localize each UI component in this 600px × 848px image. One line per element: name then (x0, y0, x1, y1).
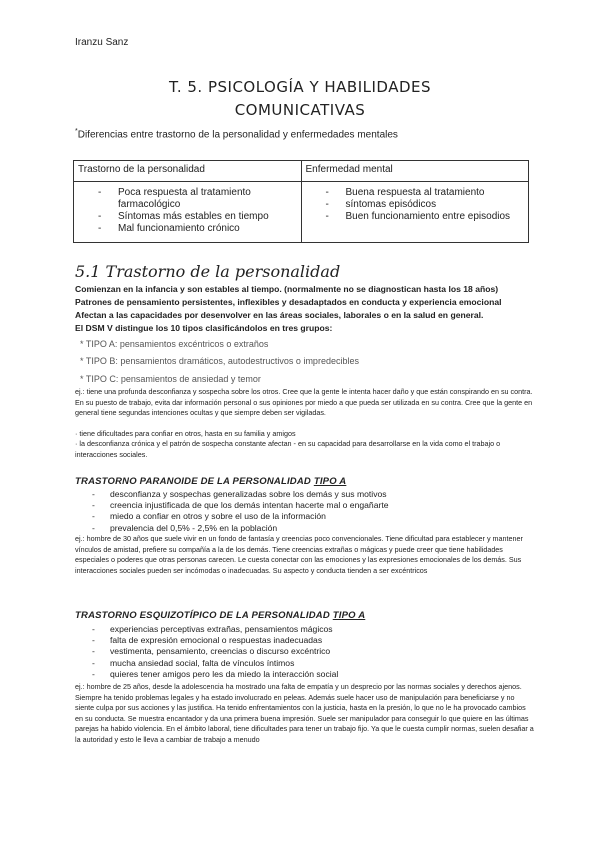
intro-line: Comienzan en la infancia y son estables al tiempo. (normalmente no se diagnostican hasta los 18 años) (75, 284, 499, 294)
subtitle (75, 128, 398, 140)
paranoid-heading (75, 476, 346, 487)
intro-line: Afectan a las capacidades por desenvolver en las áreas sociales, laborales o en la salud en general. (75, 310, 484, 320)
table-item: - Buen funcionamiento entre episodios (346, 211, 525, 223)
paranoid-example: ej.: hombre de 30 años que suele vivir en un fondo de fantasía y creencias poco convencionales. Tiene dificultad para establecer y mantener vínculos de amistad, prefiere su compañía a la de los demás. Tiene creencias extrañas o mágicas y puede creer que tiene habilidades especiales o poderes que otras personas carecen. Le cuesta conectar con las emociones y las expresiones emocionales de los demás. Sus interacciones sociales pueden ser incómodas o inadecuadas. Su aspecto y conducta tienden a ser excéntricos (75, 534, 523, 575)
example-paragraph: ej.: tiene una profunda desconfianza y sospecha sobre los otros. Cree que la gente le intenta hacer daño y que están conspirando en su contra. En su puesto de trabajo, evita dar información personal o sus opiniones por miedo a que pueda ser utilizada en su contra. Cree que la gente en general tiene segundas intenciones ocultas y que siempre deben ser vigiladas. (75, 387, 533, 417)
schizotypal-heading (75, 610, 365, 621)
comparison-table (73, 160, 529, 243)
table-item: - Síntomas más estables en tiempo (118, 211, 297, 223)
schizotypal-heading-text: TRASTORNO ESQUIZOTÍPICO DE LA PERSONALIDAD (75, 610, 333, 621)
page-title-line1: T. 5. PSICOLOGÍA Y HABILIDADES (168, 78, 432, 96)
table-cell-mental-illness (301, 182, 529, 243)
list-item: - desconfianza y sospechas generalizadas sobre los demás y sus motivos (92, 489, 389, 500)
list-item: - quieres tener amigos pero les da miedo la interacción social (92, 669, 338, 680)
type-item: * TIPO B: pensamientos dramáticos, autodestructivos o impredecibles (80, 356, 359, 366)
section-title: 5.1 Trastorno de la personalidad (75, 262, 341, 281)
list-item: - mucha ansiedad social, falta de vínculos íntimos (92, 658, 338, 669)
table-header-mental-illness: Enfermedad mental (301, 161, 529, 182)
type-item: * TIPO A: pensamientos excéntricos o extraños (80, 339, 269, 349)
list-item: - vestimenta, pensamiento, creencias o discurso excéntrico (92, 646, 338, 657)
schizotypal-list (92, 624, 338, 680)
paranoid-heading-type: TIPO A (313, 476, 347, 487)
list-item: - experiencias perceptivas extrañas, pensamientos mágicos (92, 624, 338, 635)
schizotypal-heading-type: TIPO A (332, 610, 366, 621)
note-line: · la desconfianza crónica y el patrón de sospecha constante afectan - en su capacidad para desarrollarse en la vida como el trabajo o interacciones sociales. (75, 439, 501, 459)
list-item: - prevalencia del 0,5% - 2,5% en la población (92, 523, 389, 534)
author-name: Iranzu Sanz (75, 37, 129, 48)
paranoid-heading-text: TRASTORNO PARANOIDE DE LA PERSONALIDAD (75, 476, 314, 487)
paranoid-list (92, 489, 389, 534)
type-item: * TIPO C: pensamientos de ansiedad y temor (80, 374, 261, 384)
subtitle-marker: * (75, 128, 78, 135)
note-line: · tiene dificultades para confiar en otros, hasta en su familia y amigos (75, 429, 296, 438)
list-item: - creencia injustificada de que los demás intentan hacerte mal o engañarte (92, 500, 389, 511)
schizotypal-example: ej.: hombre de 25 años, desde la adolescencia ha mostrado una falta de empatía y un desprecio por las normas sociales y derechos ajenos. Siempre ha tenido problemas legales y ha estado involucrado en peleas. Además suele hacer uso de manipulación para beneficiarse y no siente culpa por sus acciones y las justifica. Ha tenido enfrentamientos con la justicia, hasta en la presión, lo que no le ha provocado cambios en su conducta. Se muestra encantador y da una primera buena impresión. Suele ser manipulador para conseguir lo que quiere en las últimas parejas ha habido violencia. En el ámbito laboral, tiene dificultades para tener un trabajo fijo. Ya que le cuesta cumplir normas, suelen desafiar a la autoridad y esto le lleva a cambiar de trabajo a menudo (75, 682, 534, 744)
list-item: - falta de expresión emocional o respuestas inadecuadas (92, 635, 338, 646)
intro-line: El DSM V distingue los 10 tipos clasificándolos en tres grupos: (75, 323, 333, 333)
table-item: - Buena respuesta al tratamiento (346, 187, 525, 199)
table-item: - Mal funcionamiento crónico (118, 223, 297, 235)
table-cell-personality (74, 182, 302, 243)
table-header-personality: Trastorno de la personalidad (74, 161, 302, 182)
table-item: - síntomas episódicos (346, 199, 525, 211)
page-title-line2: COMUNICATIVAS (234, 101, 366, 119)
list-item: - miedo a confiar en otros y sobre el uso de la información (92, 511, 389, 522)
table-item: - Poca respuesta al tratamiento farmacológico (118, 187, 297, 211)
subtitle-text: Diferencias entre trastorno de la personalidad y enfermedades mentales (77, 129, 398, 141)
intro-line: Patrones de pensamiento persistentes, inflexibles y desadaptados en conducta y experiencia emocional (75, 297, 502, 307)
